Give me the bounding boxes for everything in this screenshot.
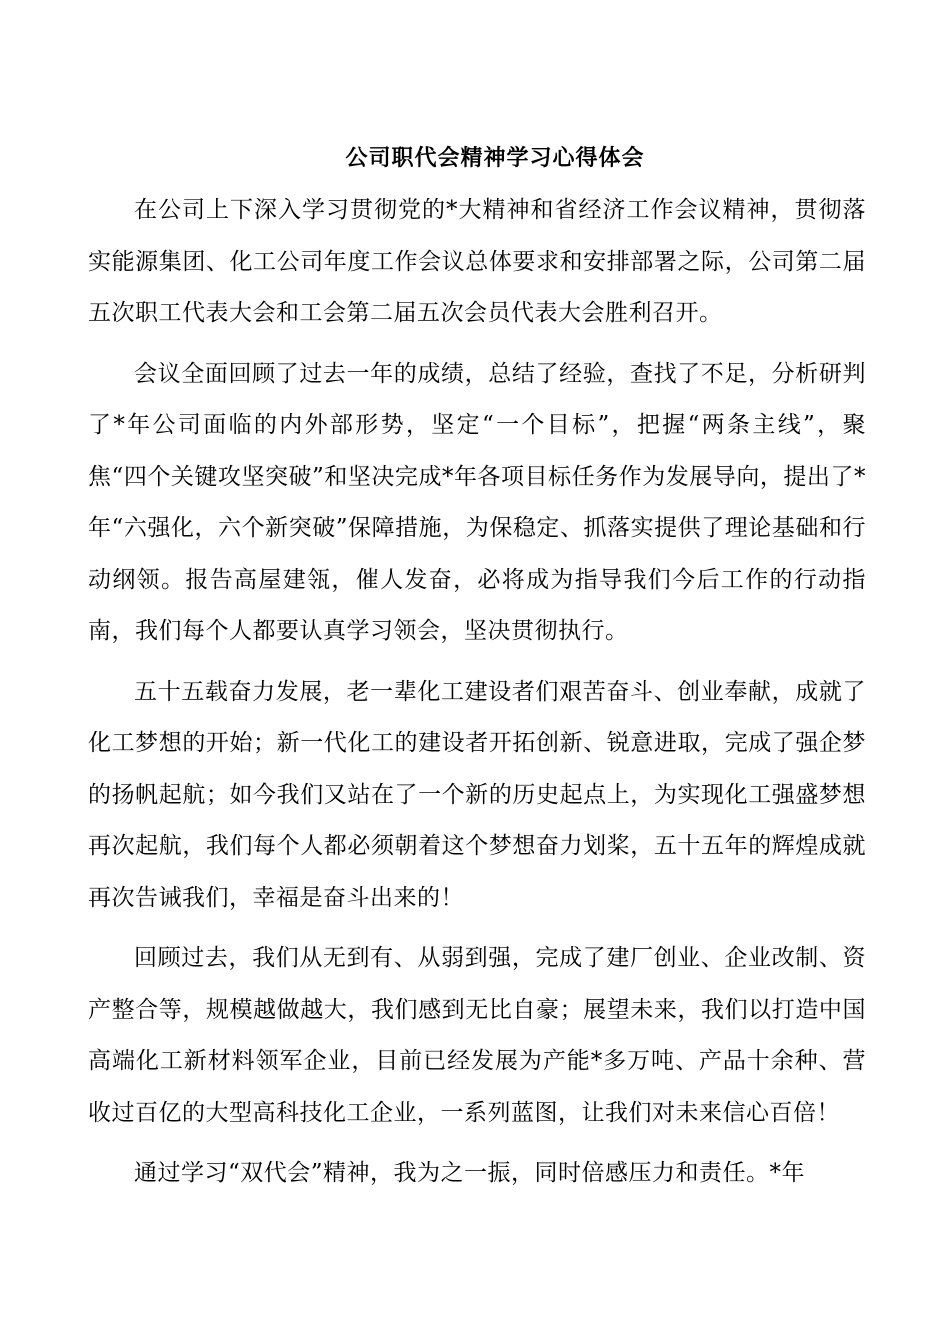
paragraph: 会议全面回顾了过去一年的成绩，总结了经验，查找了不足，分析研判了*年公司面临的内外部形势，坚定“一个目标”，把握“两条主线”，聚焦“四个关键攻坚突破”和坚决完成*年各项目标任务作为发展导向，提出了*年“六强化，六个新突破”保障措施，为保稳定、抓落实提供了理论基础和行动纲领。报告高屋建瓴，催人发奋，必将成为指导我们今后工作的行动指南，我们每个人都要认真学习领会，坚决贯彻执行。 <box>88 360 866 644</box>
paragraph: 回顾过去，我们从无到有、从弱到强，完成了建厂创业、企业改制、资产整合等，规模越做越大，我们感到无比自豪；展望未来，我们以打造中国高端化工新材料领军企业，目前已经发展为产能*多万吨、产品十余种、营收过百亿的大型高科技化工企业，一系列蓝图，让我们对未来信心百倍！ <box>88 945 866 1126</box>
paragraph: 通过学习“双代会”精神，我为之一振，同时倍感压力和责任。*年 <box>134 1160 806 1186</box>
paragraph: 五十五载奋力发展，老一辈化工建设者们艰苦奋斗、创业奉献，成就了化工梦想的开始；新一代化工的建设者开拓创新、锐意进取，完成了强企梦的扬帆起航；如今我们又站在了一个新的历史起点上，为实现化工强盛梦想再次起航，我们每个人都必须朝着这个梦想奋力划桨，五十五年的辉煌成就再次告诫我们，幸福是奋斗出来的！ <box>88 678 866 911</box>
paragraph: 在公司上下深入学习贯彻党的*大精神和省经济工作会议精神，贯彻落实能源集团、化工公司年度工作会议总体要求和安排部署之际，公司第二届五次职工代表大会和工会第二届五次会员代表大会胜利召开。 <box>88 197 866 326</box>
document-body <box>88 185 866 1209</box>
document-title: 公司职代会精神学习心得体会 <box>345 145 645 171</box>
